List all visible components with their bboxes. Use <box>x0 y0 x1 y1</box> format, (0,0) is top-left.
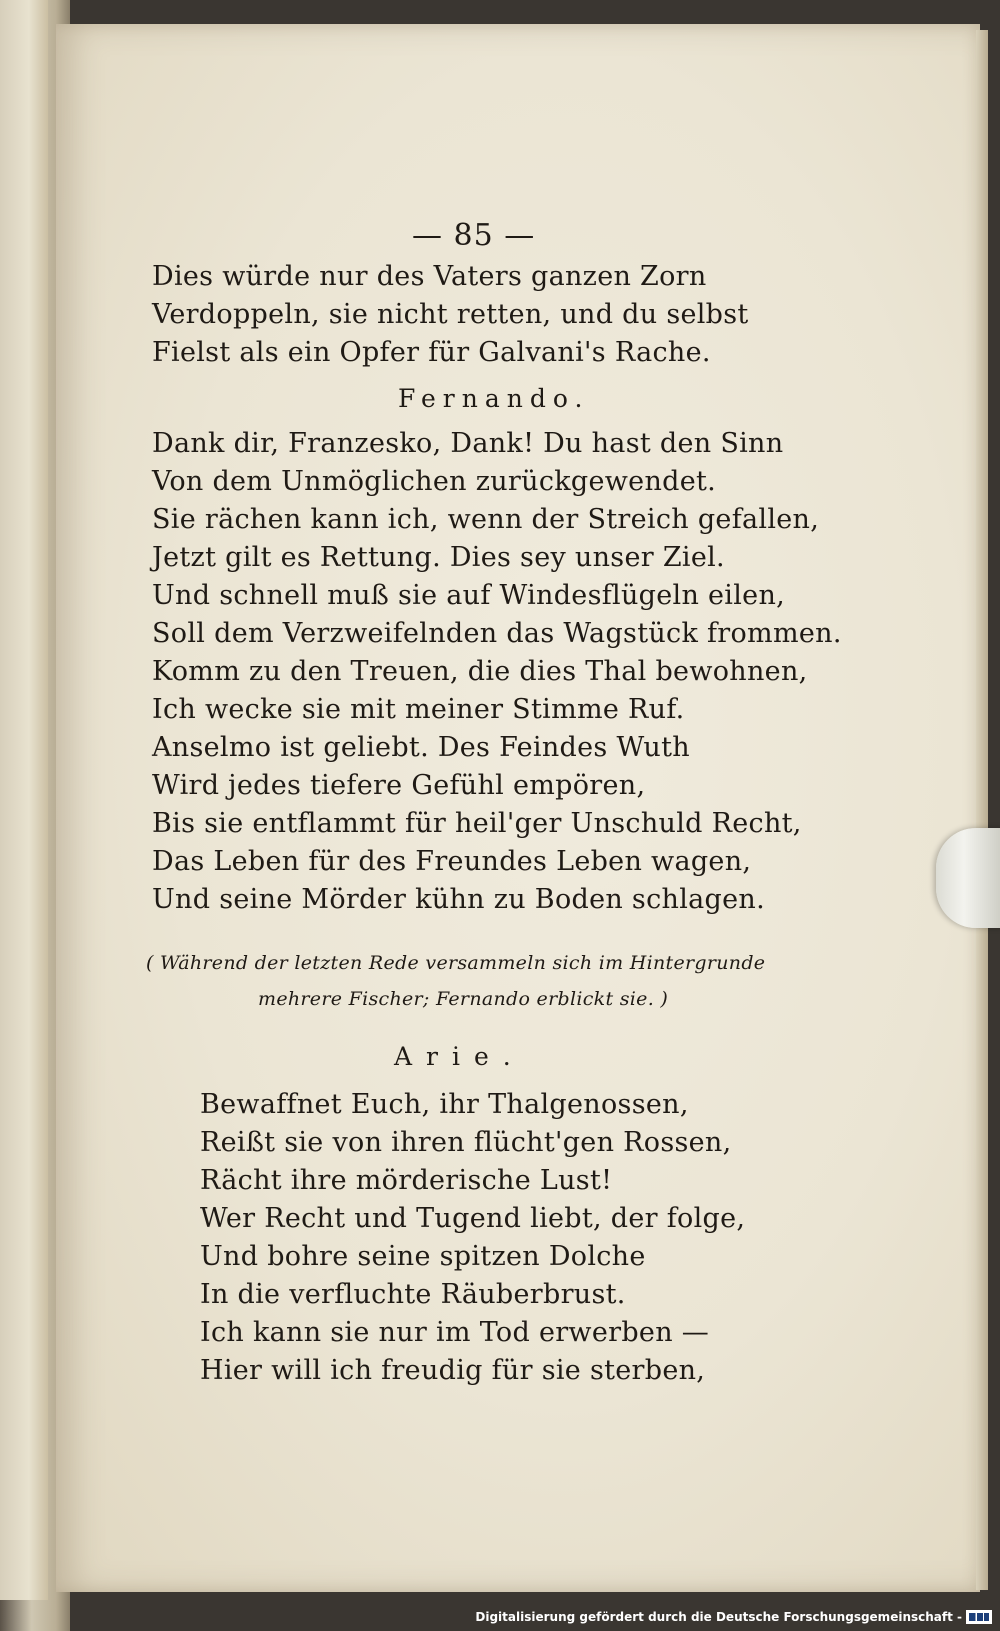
verse-line: Und bohre seine spitzen Dolche <box>200 1241 646 1272</box>
verse-line: Bewaffnet Euch, ihr Thalgenossen, <box>200 1089 689 1120</box>
verse-line: Von dem Unmöglichen zurückgewendet. <box>152 466 717 497</box>
verse-line: Wer Recht und Tugend liebt, der folge, <box>200 1203 746 1234</box>
dfg-logo-mark <box>969 1613 989 1621</box>
verse-line: Dies würde nur des Vaters ganzen Zorn <box>152 261 707 292</box>
verse-line: Ich kann sie nur im Tod erwerben — <box>200 1317 710 1348</box>
page-number: — 85 — <box>412 218 536 253</box>
verse-line: Jetzt gilt es Rettung. Dies sey unser Ziel. <box>152 542 725 573</box>
verse-line: Sie rächen kann ich, wenn der Streich gefallen, <box>152 504 820 535</box>
stage-direction: mehrere Fischer; Fernando erblickt sie. ) <box>258 988 669 1010</box>
verse-line: Komm zu den Treuen, die dies Thal bewohnen, <box>152 656 808 687</box>
verse-line: Das Leben für des Freundes Leben wagen, <box>152 846 752 877</box>
verse-line: Fielst als ein Opfer für Galvani's Rache. <box>152 337 711 368</box>
verse-line: Wird jedes tiefere Gefühl empören, <box>152 770 646 801</box>
verse-line: Reißt sie von ihren flücht'gen Rossen, <box>200 1127 732 1158</box>
verse-line: Dank dir, Franzesko, Dank! Du hast den Sinn <box>152 428 784 459</box>
stage-direction: ( Während der letzten Rede versammeln sich im Hintergrunde <box>146 952 766 974</box>
aria-heading: Arie. <box>394 1042 525 1071</box>
page-stack-edge <box>976 30 988 1590</box>
digitization-footer <box>475 1607 992 1627</box>
verse-line: Verdoppeln, sie nicht retten, und du selbst <box>152 299 749 330</box>
page-clip <box>936 828 1000 928</box>
dfg-logo <box>966 1610 992 1624</box>
previous-page-edge <box>0 0 48 1600</box>
verse-line: Und seine Mörder kühn zu Boden schlagen. <box>152 884 765 915</box>
speaker-name: Fernando. <box>398 384 590 413</box>
verse-line: Bis sie entflammt für heil'ger Unschuld Recht, <box>152 808 802 839</box>
verse-line: In die verfluchte Räuberbrust. <box>200 1279 626 1310</box>
verse-line: Und schnell muß sie auf Windesflügeln eilen, <box>152 580 786 611</box>
verse-line: Anselmo ist geliebt. Des Feindes Wuth <box>152 732 690 763</box>
verse-line: Hier will ich freudig für sie sterben, <box>200 1355 706 1386</box>
verse-line: Rächt ihre mörderische Lust! <box>200 1165 613 1196</box>
verse-line: Ich wecke sie mit meiner Stimme Ruf. <box>152 694 685 725</box>
verse-line: Soll dem Verzweifelnden das Wagstück frommen. <box>152 618 842 649</box>
footer-credit: Digitalisierung gefördert durch die Deutsche Forschungsgemeinschaft - <box>475 1610 962 1624</box>
